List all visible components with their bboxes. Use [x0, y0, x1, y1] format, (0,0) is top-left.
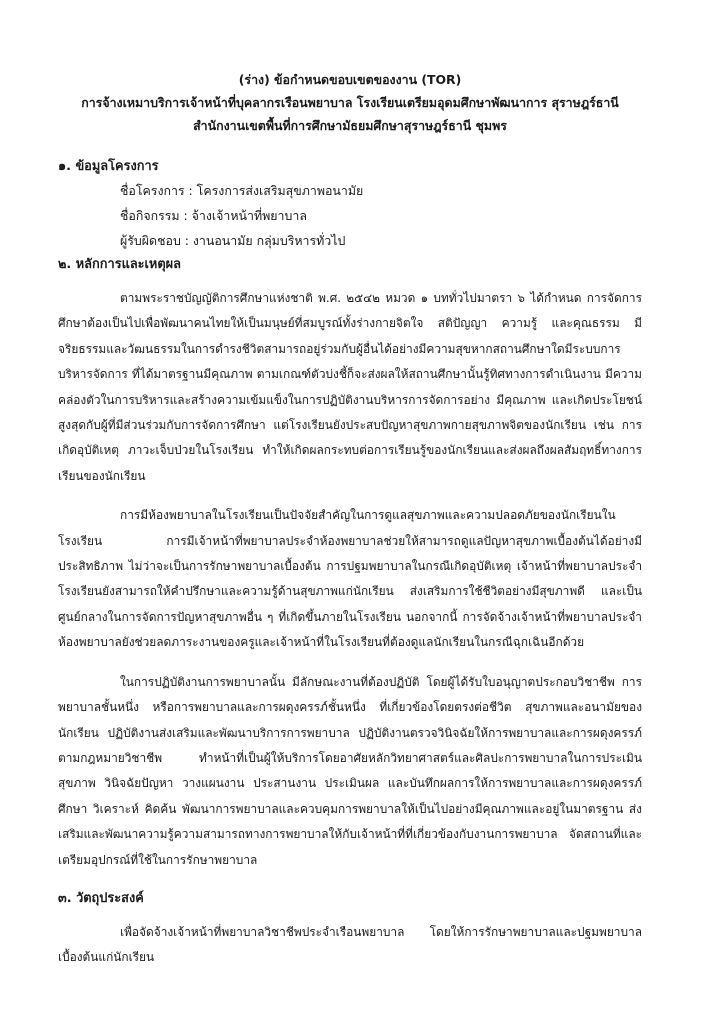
document-agency: สำนักงานเขตพื้นที่การศึกษามัธยมศึกษาสุราษฎร์ธานี ชุมพร: [193, 118, 507, 133]
document-title: (ร่าง) ข้อกำหนดขอบเขตของงาน (TOR): [238, 72, 462, 87]
section-heading-objectives: ๓. วัตถุประสงค์: [58, 890, 144, 906]
responsible-unit: ผู้รับผิดชอบ : งานอนามัย กลุ่มบริหารทั่วไป: [120, 233, 346, 248]
document-header: [58, 68, 642, 137]
project-name: ชื่อโครงการ : โครงการส่งเสริมสุขภาพอนามัย: [120, 183, 364, 198]
rationale-paragraph-1: ตามพระราชบัญญัติการศึกษาแห่งชาติ พ.ศ. ๒๕๔๒ หมวด ๑ บททั่วไปมาตรา ๖ ได้กำหนด การจัดการศึกษาต้องเป็นไปเพื่อพัฒนาคนไทยให้เป็นมนุษย์ที่สมบูรณ์ทั้งร่างกายจิตใจ สติปัญญา ความรู้ และคุณธรรม มีจริยธรรมและวัฒนธรรมในการดำรงชีวิตสามารถอยู่ร่วมกับผู้อื่นได้อย่างมีความสุขหากสถานศึกษาใดมีระบบการบริหารจัดการ ที่ได้มาตรฐานมีคุณภาพ ตามเกณฑ์ตัวบ่งชี้ก็จะส่งผลให้สถานศึกษานั้นรู้ทิศทางการดำเนินงาน มีความคล่องตัวในการบริหารและสร้างความเข้มแข็งในการปฏิบัติงานบริหารการจัดการอย่าง มีคุณภาพ และเกิดประโยชน์สูงสุดกับผู้ที่มีส่วนร่วมกับการจัดการศึกษา แต่โรงเรียนยังประสบปัญหาสุขภาพกายสุขภาพจิตของนักเรียน เช่น การเกิดอุบัติเหตุ ภาวะเจ็บป่วยในโรงเรียน ทำให้เกิดผลกระทบต่อการเรียนรู้ของนักเรียนและส่งผลถึงผลสัมฤทธิ์ทางการเรียนของนักเรียน: [58, 291, 642, 483]
document-subtitle: การจ้างเหมาบริการเจ้าหน้าที่บุคลากรเรือนพยาบาล โรงเรียนเตรียมอุดมศึกษาพัฒนาการ สุราษฎร์ธานี: [81, 95, 619, 110]
section-heading-project-info: ๑. ข้อมูลโครงการ: [58, 159, 159, 174]
rationale-paragraph-3: ในการปฏิบัติงานการพยาบาลนั้น มีลักษณะงานที่ต้องปฏิบัติ โดยผู้ได้รับใบอนุญาตประกอบวิชาชีพ การพยาบาลชั้นหนึ่ง หรือการพยาบาลและการผดุงครรภ์ชั้นหนึ่ง ที่เกี่ยวข้องโดยตรงต่อชีวิต สุขภาพและอนามัยของนักเรียน ปฏิบัติงานส่งเสริมและพัฒนาบริการการพยาบาล ปฏิบัติงานตรวจวินิจฉัยให้การพยาบาลและการผดุงครรภ์ตามกฎหมายวิชาชีพ ทำหน้าที่เป็นผู้ให้บริการโดยอาศัยหลักวิทยาศาสตร์และศิลปะการพยาบาลในการประเมินสุขภาพ วินิจฉัยปัญหา วางแผนงาน ประสานงาน ประเมินผล และบันทึกผลการให้การพยาบาลและการผดุงครรภ์ ศึกษา วิเคราะห์ คิดค้น พัฒนาการพยาบาลและควบคุมการพยาบาลให้เป็นไปอย่างมีคุณภาพและอยู่ในมาตรฐาน ส่งเสริมและพัฒนาความรู้ความสามารถทางการพยาบาลให้กับเจ้าหน้าที่ที่เกี่ยวข้องกับงานการพยาบาล จัดสถานที่และเตรียมอุปกรณ์ที่ใช้ในการรักษาพยาบาล: [58, 674, 642, 867]
section-heading-rationale: ๒. หลักการและเหตุผล: [58, 257, 182, 272]
section-objectives: [58, 887, 642, 971]
activity-name: ชื่อกิจกรรม : จ้างเจ้าหน้าที่พยาบาล: [120, 208, 307, 223]
section-project-info: [58, 155, 642, 253]
objectives-paragraph-1: เพื่อจัดจ้างเจ้าหน้าที่พยาบาลวิชาชีพประจำเรือนพยาบาล โดยให้การรักษาพยาบาลและปฐมพยาบาลเบื้องต้นแก่นักเรียน: [58, 924, 642, 965]
section-rationale: [58, 253, 642, 873]
rationale-paragraph-2: การมีห้องพยาบาลในโรงเรียนเป็นปัจจัยสำคัญในการดูแลสุขภาพและความปลอดภัยของนักเรียนในโรงเรียน การมีเจ้าหน้าที่พยาบาลประจำห้องพยาบาลช่วยให้สามารถดูแลปัญหาสุขภาพเบื้องต้นได้อย่างมีประสิทธิภาพ ไม่ว่าจะเป็นการรักษาพยาบาลเบื้องต้น การปฐมพยาบาลในกรณีเกิดอุบัติเหตุ เจ้าหน้าที่พยาบาลประจำโรงเรียนยังสามารถให้คำปรึกษาและความรู้ด้านสุขภาพแก่นักเรียน ส่งเสริมการใช้ชีวิตอย่างมีสุขภาพดี และเป็นศูนย์กลางในการจัดการปัญหาสุขภาพอื่น ๆ ที่เกิดขึ้นภายในโรงเรียน นอกจากนี้ การจัดจ้างเจ้าหน้าที่พยาบาลประจำห้องพยาบาลยังช่วยลดภาระงานของครูและเจ้าหน้าที่ในโรงเรียนที่ต้องดูแลนักเรียนในกรณีฉุกเฉินอีกด้วย: [58, 508, 642, 650]
